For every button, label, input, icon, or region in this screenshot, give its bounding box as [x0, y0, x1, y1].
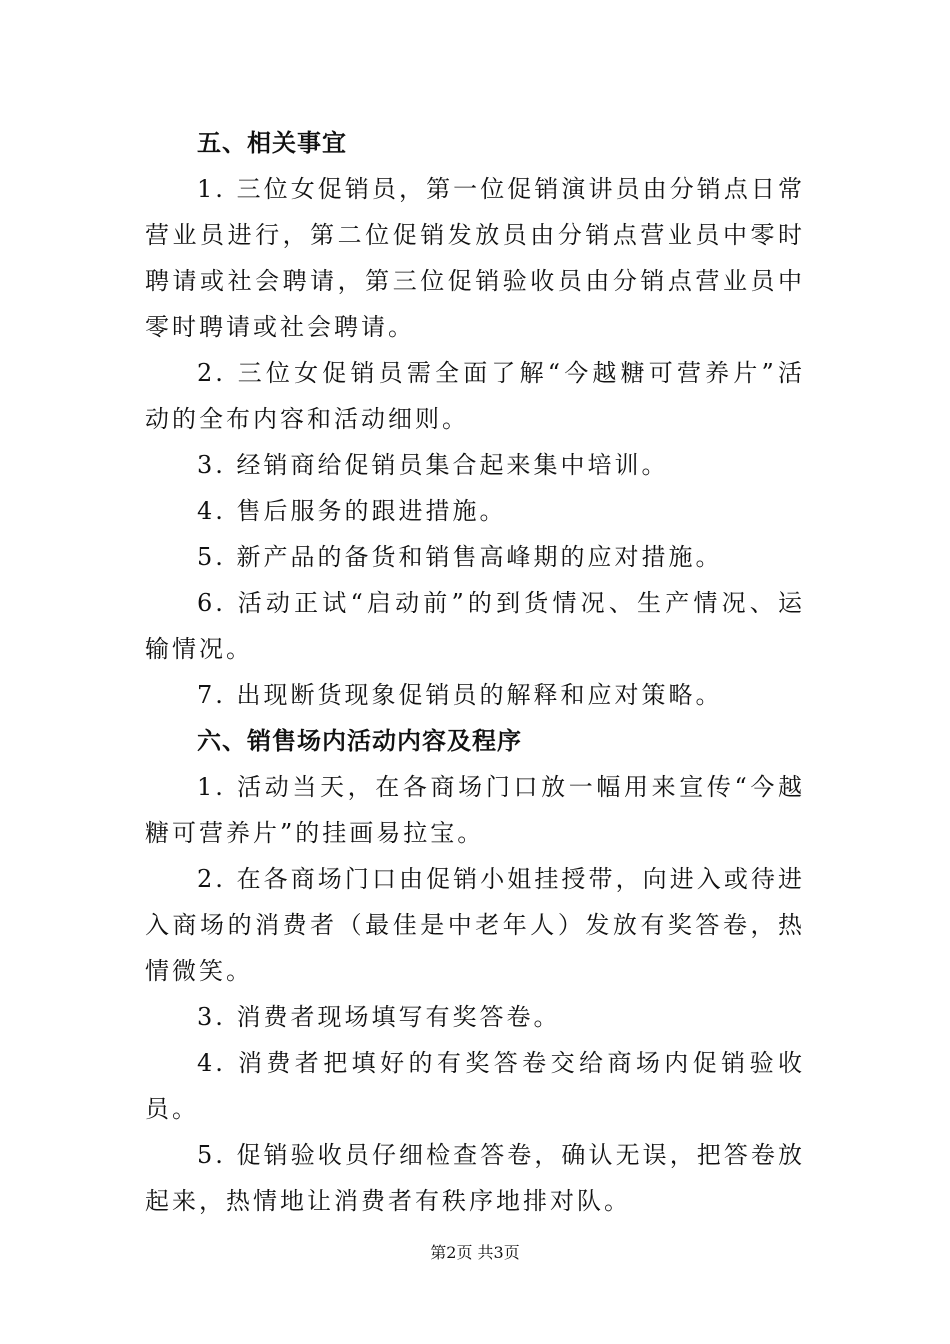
- paragraph: 7. 出现断货现象促销员的解释和应对策略。: [197, 681, 723, 709]
- section-heading-activity-program: 六、销售场内活动内容及程序: [197, 727, 522, 755]
- paragraph: 1. 活动当天，在各商场门口放一幅用来宣传“今越糖可营养片”的挂画易拉宝。: [145, 773, 805, 847]
- paragraph: 1. 三位女促销员，第一位促销演讲员由分销点日常营业员进行，第二位促销发放员由分销点营业员中零时聘请或社会聘请，第三位促销验收员由分销点营业员中零时聘请或社会聘请。: [145, 175, 805, 341]
- paragraph: 5. 新产品的备货和销售高峰期的应对措施。: [197, 543, 723, 571]
- paragraph: 6. 活动正试“启动前”的到货情况、生产情况、运输情况。: [145, 589, 805, 663]
- paragraph: 5. 促销验收员仔细检查答卷，确认无误，把答卷放起来，热情地让消费者有秩序地排对队。: [145, 1141, 805, 1215]
- document-body: [145, 120, 805, 1224]
- paragraph: 3. 经销商给促销员集合起来集中培训。: [197, 451, 669, 479]
- paragraph: 3. 消费者现场填写有奖答卷。: [197, 1003, 561, 1031]
- paragraph: 2. 三位女促销员需全面了解“今越糖可营养片”活动的全布内容和活动细则。: [145, 359, 805, 433]
- paragraph: 4. 售后服务的跟进措施。: [197, 497, 507, 525]
- section-heading-related-matters: 五、相关事宜: [197, 129, 347, 157]
- page-number-footer: 第2页 共3页: [430, 1243, 520, 1262]
- paragraph: 4. 消费者把填好的有奖答卷交给商场内促销验收员。: [145, 1049, 805, 1123]
- paragraph: 2. 在各商场门口由促销小姐挂授带，向进入或待进入商场的消费者（最佳是中老年人）发放有奖答卷，热情微笑。: [145, 865, 805, 985]
